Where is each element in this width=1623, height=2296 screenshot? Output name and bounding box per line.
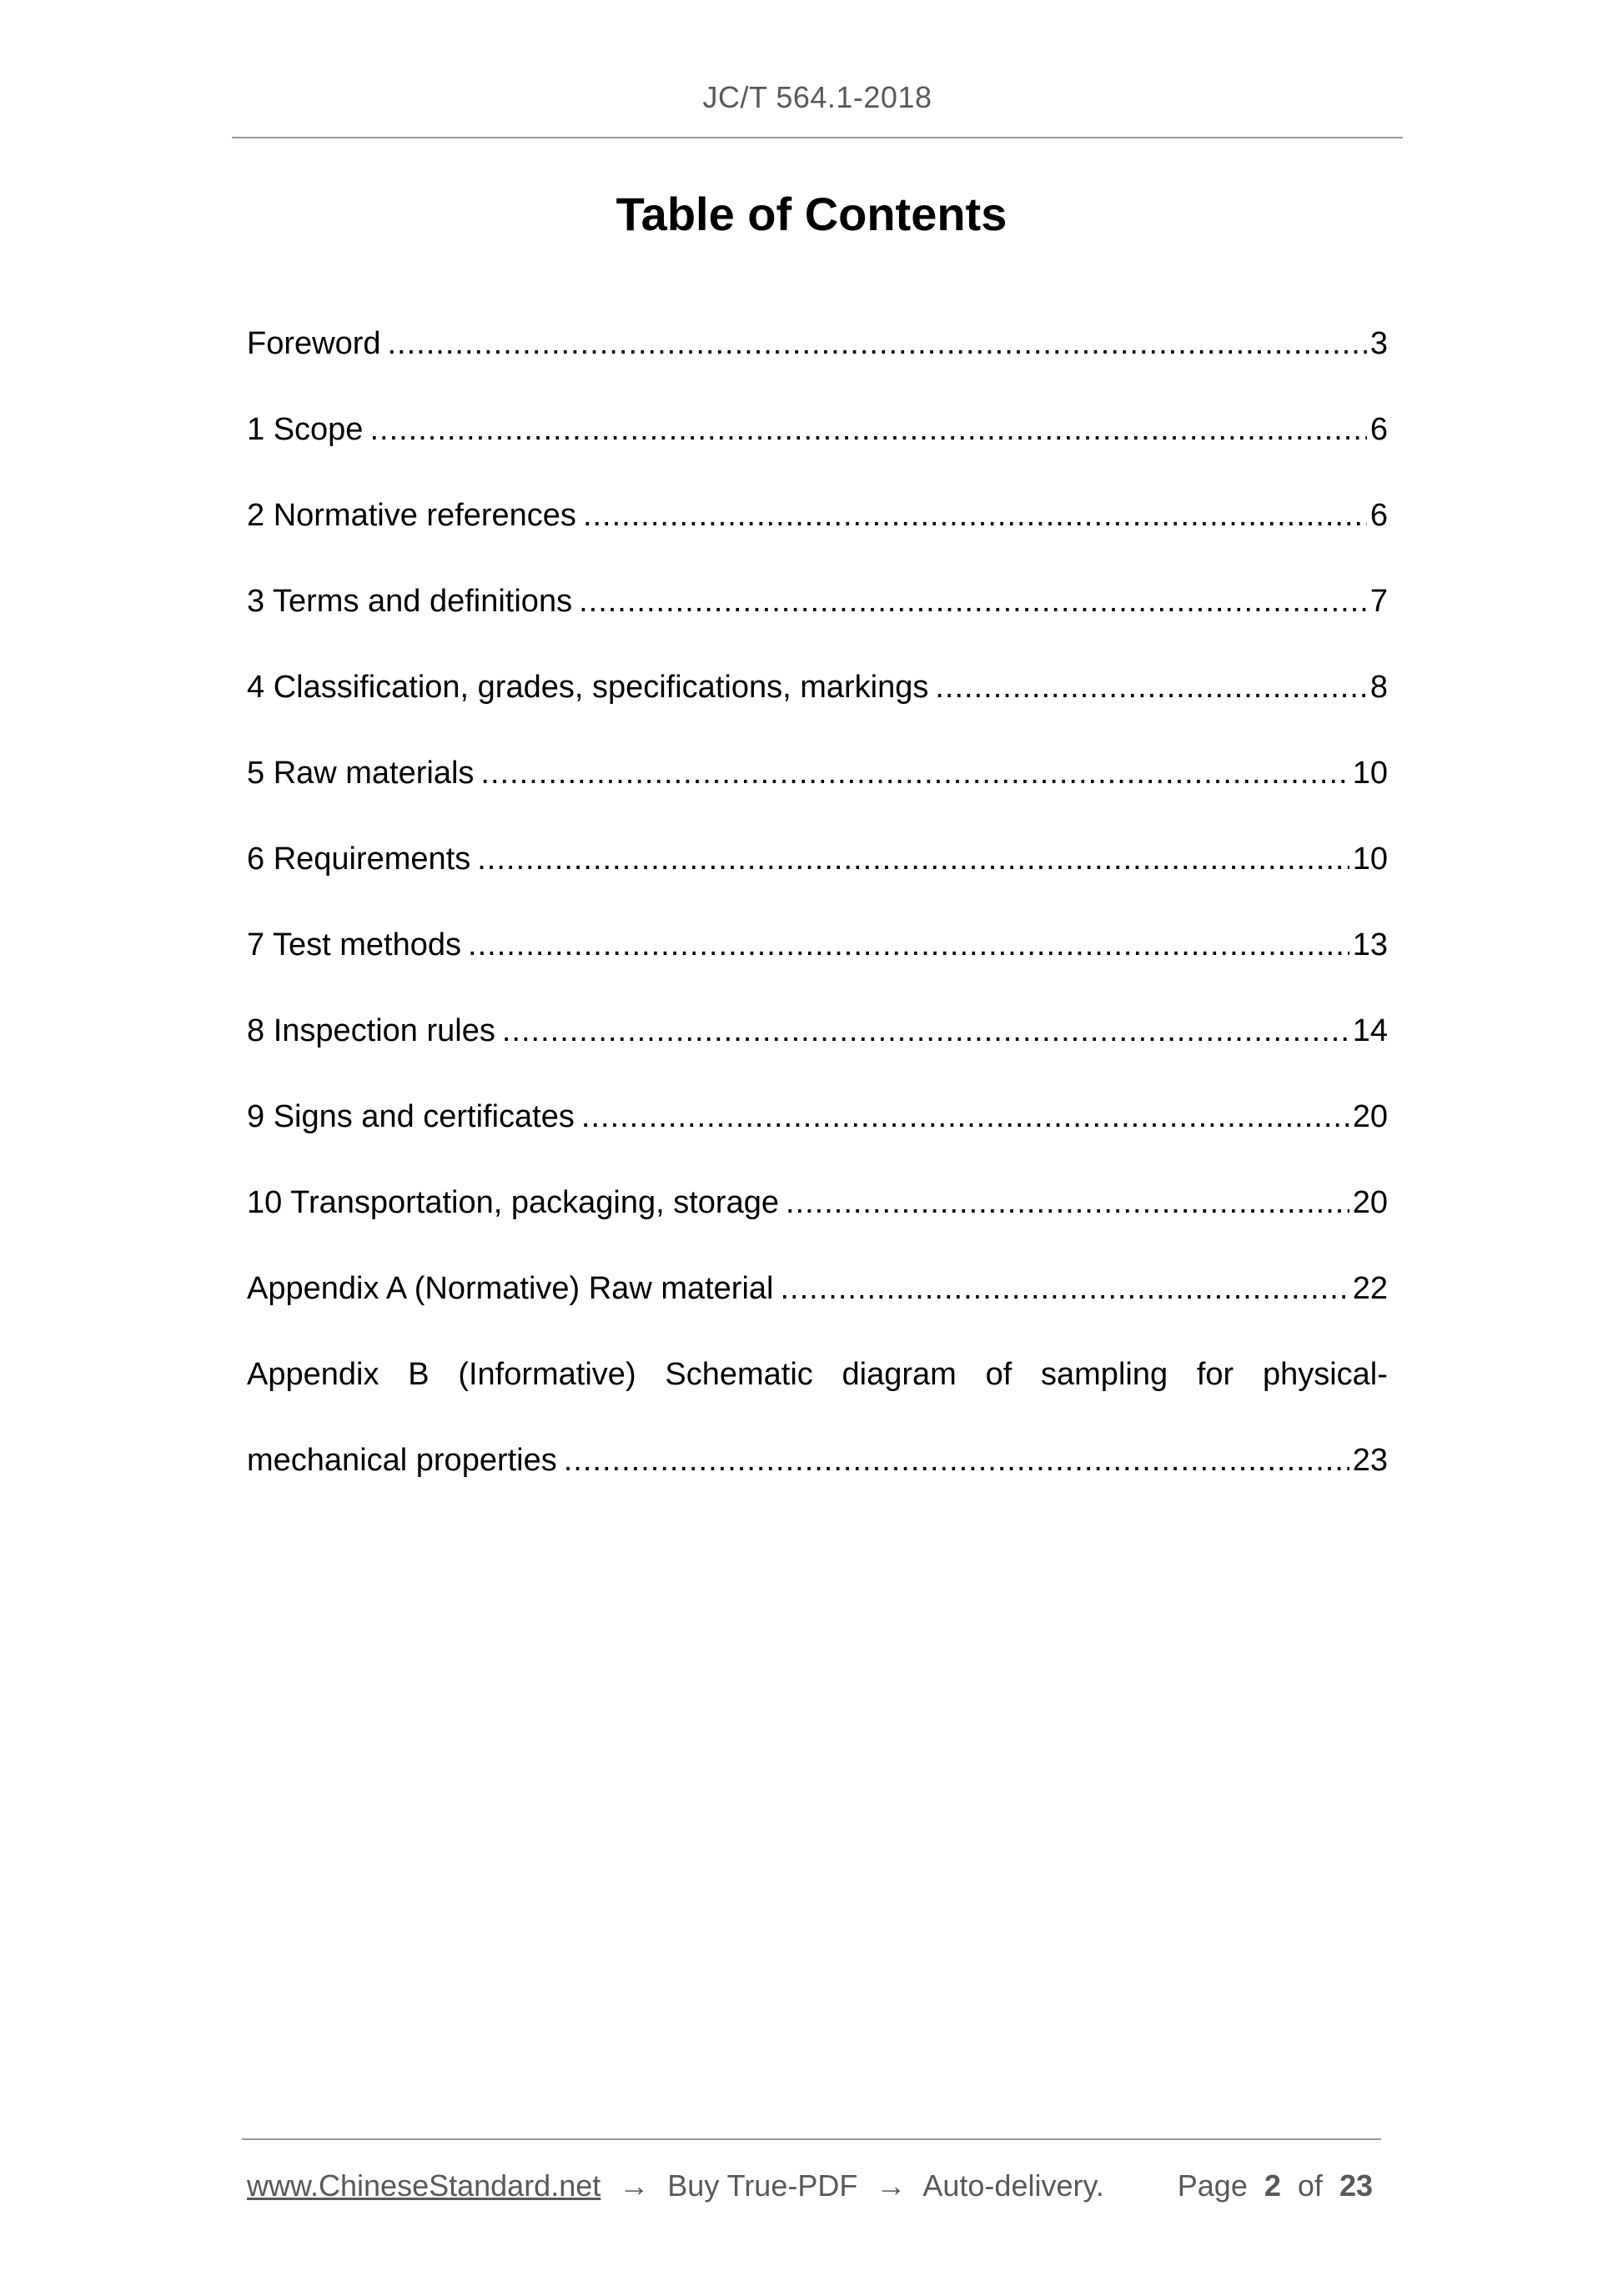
toc-entry-appendix-b-line2[interactable] bbox=[247, 1439, 1388, 1525]
toc-dot-leader bbox=[480, 751, 1349, 795]
toc-entry-label: 8 Inspection rules bbox=[247, 1013, 495, 1048]
toc-entry-page: 23 bbox=[1352, 1443, 1388, 1478]
toc-word: Appendix bbox=[247, 1357, 379, 1392]
toc-dot-leader bbox=[581, 1095, 1349, 1138]
page-number bbox=[1178, 2168, 1373, 2203]
toc-entry-label: mechanical properties bbox=[247, 1443, 557, 1478]
toc-entry-page: 8 bbox=[1369, 670, 1388, 705]
toc-entry-label: Appendix A (Normative) Raw material bbox=[247, 1271, 774, 1306]
toc-entry-label: 9 Signs and certificates bbox=[247, 1099, 575, 1134]
toc-entry-page: 7 bbox=[1369, 584, 1388, 619]
toc-dot-leader bbox=[786, 1181, 1349, 1224]
toc-entry-test-methods[interactable] bbox=[247, 923, 1388, 1009]
toc-entry-label: Foreword bbox=[247, 326, 381, 361]
toc-word: for bbox=[1196, 1357, 1234, 1392]
toc-entry-page: 3 bbox=[1369, 326, 1388, 361]
buy-text: Buy True-PDF bbox=[667, 2168, 858, 2203]
toc-entry-page: 13 bbox=[1352, 927, 1388, 962]
arrow-right-icon: → bbox=[876, 2168, 907, 2203]
toc-entry-page: 14 bbox=[1352, 1013, 1388, 1048]
toc-entry-requirements[interactable] bbox=[247, 837, 1388, 923]
toc-dot-leader bbox=[583, 494, 1367, 537]
toc-word: of bbox=[985, 1357, 1012, 1392]
toc-entry-foreword[interactable] bbox=[247, 322, 1388, 408]
toc-entry-page: 22 bbox=[1352, 1271, 1388, 1306]
toc-dot-leader bbox=[579, 580, 1367, 623]
footer-promo bbox=[247, 2168, 1104, 2203]
toc-word: sampling bbox=[1041, 1357, 1168, 1392]
toc-entry-label: 3 Terms and definitions bbox=[247, 584, 573, 619]
toc-word: Schematic bbox=[665, 1357, 813, 1392]
of-word: of bbox=[1297, 2168, 1323, 2203]
toc-entry-page: 20 bbox=[1352, 1099, 1388, 1134]
toc-entry-transportation[interactable] bbox=[247, 1181, 1388, 1267]
toc-title: Table of Contents bbox=[616, 188, 1007, 240]
toc-entry-signs-certificates[interactable] bbox=[247, 1095, 1388, 1181]
current-page: 2 bbox=[1264, 2168, 1281, 2203]
toc-entry-label: 1 Scope bbox=[247, 412, 364, 447]
toc-dot-leader bbox=[564, 1439, 1349, 1482]
toc-dot-leader bbox=[468, 923, 1349, 967]
toc-word: (Informative) bbox=[458, 1357, 636, 1392]
delivery-text: Auto-delivery. bbox=[922, 2168, 1104, 2203]
toc-entry-label: 4 Classification, grades, specifications, markings bbox=[247, 670, 929, 705]
toc-entry-page: 20 bbox=[1352, 1185, 1388, 1220]
toc-dot-leader bbox=[369, 408, 1366, 451]
toc-entry-normative-references[interactable] bbox=[247, 494, 1388, 580]
toc-entry-scope[interactable] bbox=[247, 408, 1388, 494]
toc-entry-label: 5 Raw materials bbox=[247, 756, 475, 791]
page-word: Page bbox=[1177, 2168, 1248, 2203]
toc-dot-leader bbox=[935, 666, 1367, 709]
toc-entry-page: 6 bbox=[1369, 498, 1388, 533]
toc-dot-leader bbox=[502, 1009, 1349, 1053]
toc-entry-appendix-a[interactable] bbox=[247, 1267, 1388, 1353]
toc-dot-leader bbox=[477, 837, 1349, 881]
website-link[interactable]: www.ChineseStandard.net bbox=[247, 2168, 601, 2203]
toc-entry-page: 10 bbox=[1352, 842, 1388, 877]
toc-word: B bbox=[408, 1357, 430, 1392]
toc-entry-terms-definitions[interactable] bbox=[247, 580, 1388, 666]
toc-word: physical- bbox=[1262, 1357, 1388, 1392]
page-footer bbox=[242, 2138, 1381, 2205]
toc-entry-label: 7 Test methods bbox=[247, 927, 462, 962]
toc-entry-label: 2 Normative references bbox=[247, 498, 576, 533]
toc-entry-classification[interactable] bbox=[247, 666, 1388, 751]
toc-entry-label: 10 Transportation, packaging, storage bbox=[247, 1185, 779, 1220]
toc-entry-label: 6 Requirements bbox=[247, 842, 471, 877]
toc-entry-raw-materials[interactable] bbox=[247, 751, 1388, 837]
toc-word: diagram bbox=[842, 1357, 957, 1392]
toc-entry-appendix-b-line1[interactable] bbox=[247, 1353, 1388, 1439]
total-pages: 23 bbox=[1339, 2168, 1373, 2203]
toc-entry-page: 10 bbox=[1352, 756, 1388, 791]
page-header bbox=[232, 77, 1403, 138]
toc-dot-leader bbox=[780, 1267, 1349, 1310]
arrow-right-icon: → bbox=[619, 2168, 650, 2203]
toc-entry-page: 6 bbox=[1369, 412, 1388, 447]
toc-entry-inspection-rules[interactable] bbox=[247, 1009, 1388, 1095]
document-code: JC/T 564.1-2018 bbox=[702, 80, 932, 114]
toc-list bbox=[247, 322, 1388, 1525]
toc-dot-leader bbox=[388, 322, 1367, 365]
